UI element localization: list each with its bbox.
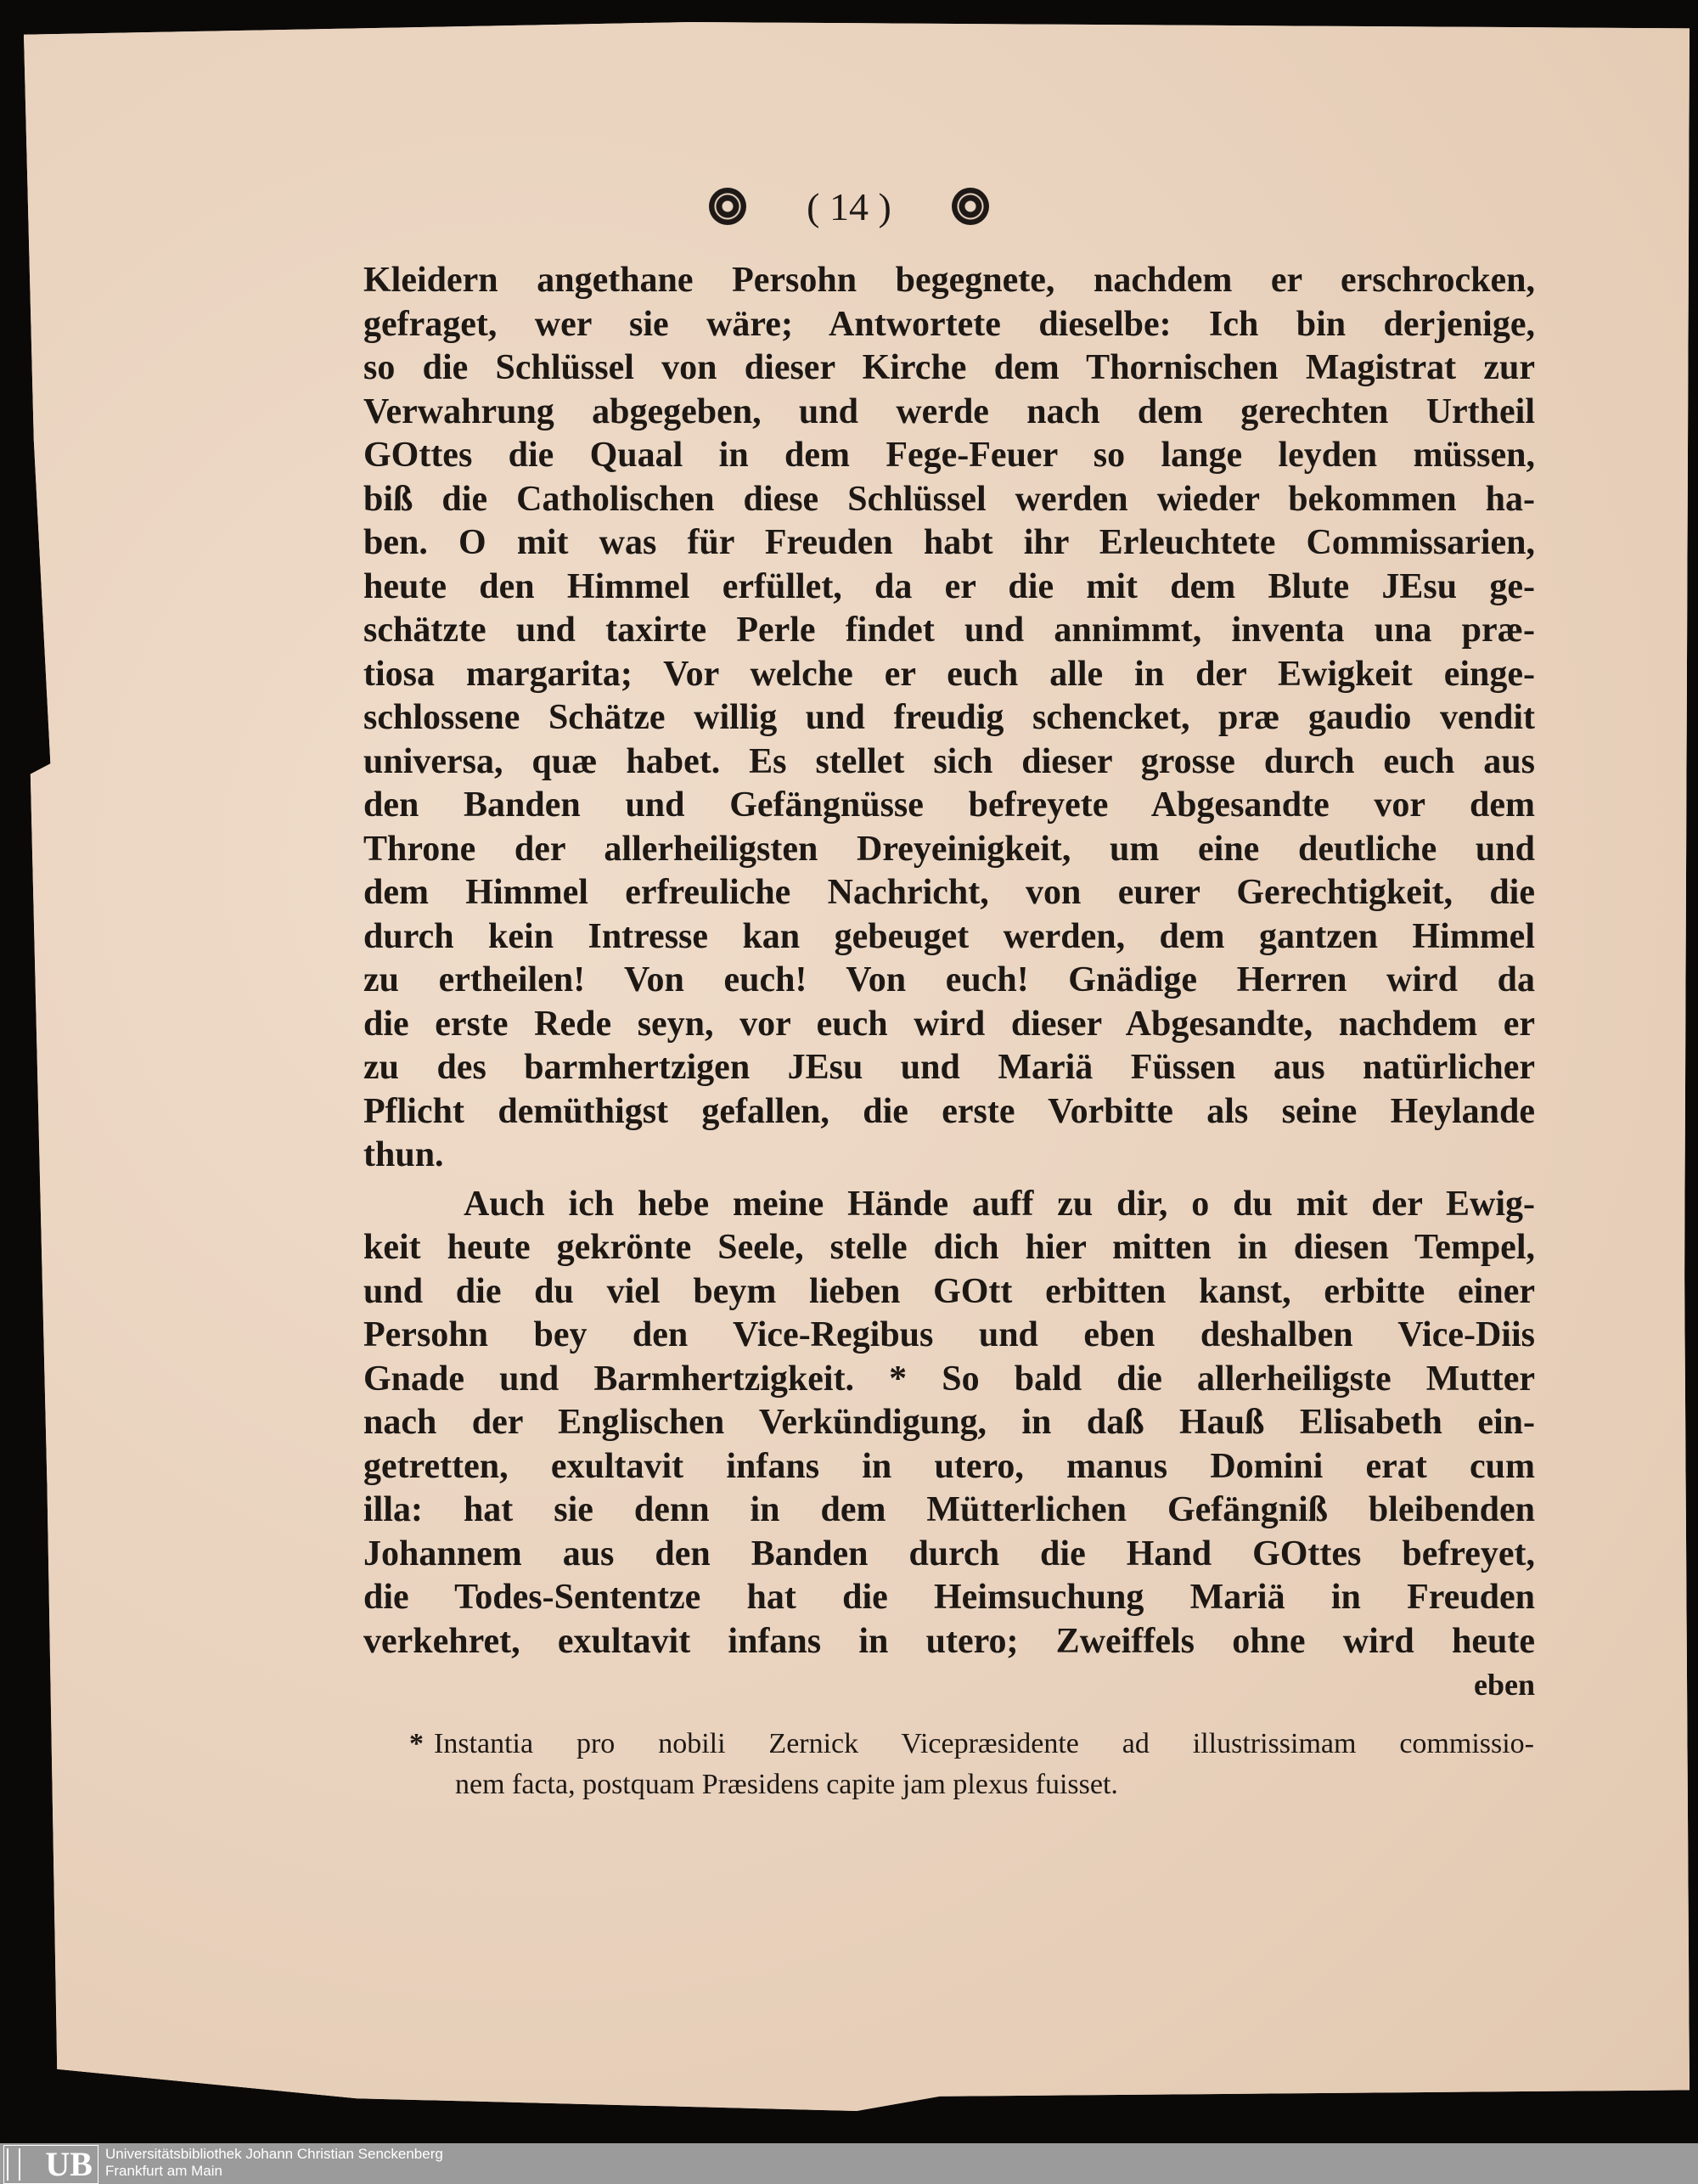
library-name-line1: Universitätsbibliothek Johann Christian Senckenberg bbox=[105, 2146, 443, 2162]
logo-text: UB bbox=[45, 2145, 93, 2183]
pillars-icon bbox=[7, 2148, 20, 2181]
text-line: getretten, exultavit infans in utero, manus Domini erat cum bbox=[363, 1446, 1535, 1486]
text-line: illa: hat sie denn in dem Mütterlichen Gefängniß bleibenden bbox=[363, 1490, 1535, 1529]
text-line: GOttes die Quaal in dem Fege-Feuer so lange leyden müssen, bbox=[363, 436, 1535, 475]
catchword: eben bbox=[1474, 1668, 1535, 1702]
text-line: Verwahrung abgegeben, und werde nach dem gerechten Urtheil bbox=[363, 391, 1535, 431]
text-line: dem Himmel erfreuliche Nachricht, von eurer Gerechtigkeit, die bbox=[363, 873, 1535, 912]
footnote-marker: * bbox=[409, 1728, 424, 1759]
text-line: Throne der allerheiligsten Dreyeinigkeit, um eine deutliche und bbox=[363, 829, 1535, 869]
text-line: durch kein Intresse kan gebeuget werden, dem gantzen Himmel bbox=[363, 916, 1535, 956]
text-line: Persohn bey den Vice-Regibus und eben deshalben Vice-Diis bbox=[363, 1315, 1535, 1354]
text-line: Kleidern angethane Persohn begegnete, nachdem er erschrocken, bbox=[363, 261, 1535, 300]
text-line: und die du viel beym lieben GOtt erbitten kanst, erbitte einer bbox=[363, 1271, 1535, 1311]
text-line: gefraget, wer sie wäre; Antwortete dieselbe: Ich bin derjenige, bbox=[363, 304, 1535, 344]
footnote-text: Instantia pro nobili Zernick Vicepræsidente ad illustrissimam commissio- bbox=[434, 1728, 1534, 1759]
text-line: zu ertheilen! Von euch! Von euch! Gnädige Herren wird da bbox=[363, 960, 1535, 999]
text-line: Johannem aus den Banden durch die Hand GOttes befreyet, bbox=[363, 1534, 1535, 1573]
text-line: keit heute gekrönte Seele, stelle dich hier mitten in diesen Tempel, bbox=[363, 1228, 1535, 1267]
footnote-line: nem facta, postquam Præsidens capite jam plexus fuisset. bbox=[455, 1769, 1118, 1800]
text-line: ben. O mit was für Freuden habt ihr Erleuchtete Commissarien, bbox=[363, 523, 1535, 562]
text-line: tiosa margarita; Vor welche er euch alle in der Ewigkeit einge- bbox=[363, 654, 1535, 694]
library-name bbox=[105, 2146, 443, 2180]
text-line: schätzte und taxirte Perle findet und annimmt, inventa una præ- bbox=[363, 611, 1535, 650]
text-line: schlossene Schätze willig und freudig schencket, præ gaudio vendit bbox=[363, 698, 1535, 737]
text-line: Pflicht demüthigst gefallen, die erste Vorbitte als seine Heylande bbox=[363, 1091, 1535, 1131]
text-line: verkehret, exultavit infans in utero; Zweiffels ohne wird heute bbox=[363, 1621, 1535, 1661]
ub-logo[interactable] bbox=[3, 2145, 98, 2184]
ornament-right-icon bbox=[952, 188, 989, 225]
text-line: biß die Catholischen diese Schlüssel werden wieder bekommen ha- bbox=[363, 479, 1535, 519]
library-footer-bar bbox=[0, 2143, 1698, 2184]
text-line: die erste Rede seyn, vor euch wird dieser Abgesandte, nachdem er bbox=[363, 1004, 1535, 1044]
body-text bbox=[363, 259, 1535, 1706]
text-line: Auch ich hebe meine Hände auff zu dir, o du mit der Ewig- bbox=[464, 1184, 1535, 1224]
text-line: Gnade und Barmhertzigkeit. * So bald die allerheiligste Mutter bbox=[363, 1359, 1535, 1399]
page-number: ( 14 ) bbox=[807, 184, 891, 228]
text-line: zu des barmhertzigen JEsu und Mariä Füssen aus natürlicher bbox=[363, 1048, 1535, 1087]
text-line: nach der Englischen Verkündigung, in daß Hauß Elisabeth ein- bbox=[363, 1403, 1535, 1442]
text-line: thun. bbox=[363, 1135, 444, 1174]
library-name-line2: Frankfurt am Main bbox=[105, 2163, 222, 2179]
text-line: die Todes-Sententze hat die Heimsuchung Mariä in Freuden bbox=[363, 1578, 1535, 1617]
text-line: den Banden und Gefängnüsse befreyete Abgesandte vor dem bbox=[363, 785, 1535, 825]
footnote bbox=[409, 1724, 1534, 1805]
text-line: so die Schlüssel von dieser Kirche dem Thornischen Magistrat zur bbox=[363, 348, 1535, 387]
text-line: universa, quæ habet. Es stellet sich dieser grosse durch euch aus bbox=[363, 741, 1535, 781]
footnote-line bbox=[409, 1724, 1534, 1765]
page-header bbox=[0, 180, 1698, 229]
ornament-left-icon bbox=[709, 188, 746, 225]
text-line: heute den Himmel erfüllet, da er die mit dem Blute JEsu ge- bbox=[363, 566, 1535, 606]
